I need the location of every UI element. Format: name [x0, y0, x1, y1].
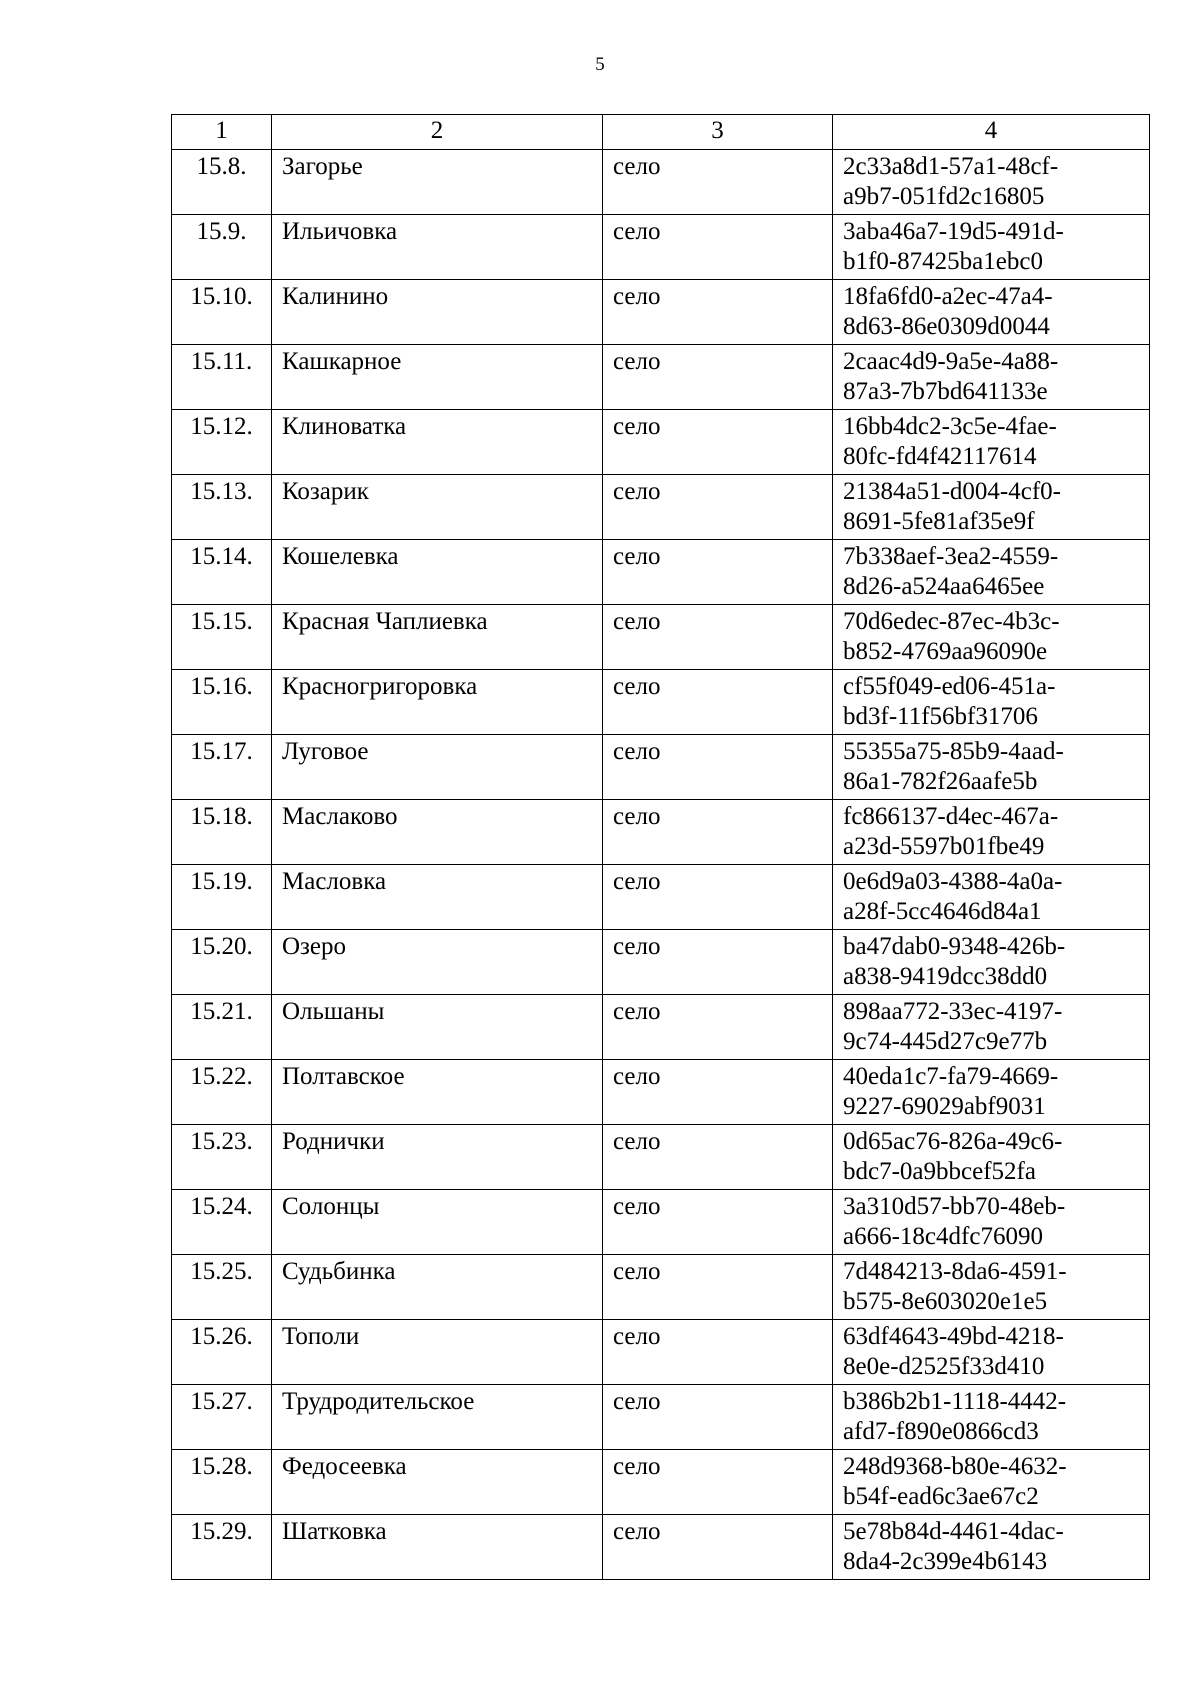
table-row	[172, 280, 1150, 345]
guid-cell	[833, 1320, 1150, 1385]
settlement-type-cell: село	[603, 215, 833, 280]
settlement-name-cell: Солонцы	[272, 1190, 603, 1255]
settlement-type-cell: село	[603, 1515, 833, 1580]
settlement-name-cell: Маслаково	[272, 800, 603, 865]
row-number-cell: 15.26.	[172, 1320, 272, 1385]
settlement-name-cell: Козарик	[272, 475, 603, 540]
row-number-cell: 15.8.	[172, 150, 272, 215]
guid-cell	[833, 1255, 1150, 1320]
table-row	[172, 865, 1150, 930]
guid-line-1: 3aba46a7-19d5-491d-	[843, 218, 1064, 245]
row-number-cell: 15.16.	[172, 670, 272, 735]
row-number-cell: 15.21.	[172, 995, 272, 1060]
settlement-name-cell: Клиноватка	[272, 410, 603, 475]
guid-line-2: a9b7-051fd2c16805	[843, 183, 1045, 210]
column-header: 2	[272, 115, 603, 150]
guid-cell	[833, 1450, 1150, 1515]
guid-line-2: a666-18c4dfc76090	[843, 1223, 1043, 1250]
table-row	[172, 1320, 1150, 1385]
guid-line-1: fc866137-d4ec-467a-	[843, 803, 1059, 830]
guid-line-2: a838-9419dcc38dd0	[843, 963, 1048, 990]
guid-cell	[833, 1190, 1150, 1255]
guid-line-2: bd3f-11f56bf31706	[843, 703, 1038, 730]
table-row	[172, 215, 1150, 280]
table-row	[172, 1255, 1150, 1320]
settlement-name-cell: Ильичовка	[272, 215, 603, 280]
guid-cell	[833, 1125, 1150, 1190]
settlement-type-cell: село	[603, 150, 833, 215]
guid-line-1: b386b2b1-1118-4442-	[843, 1388, 1067, 1415]
settlement-name-cell: Загорье	[272, 150, 603, 215]
row-number-cell: 15.22.	[172, 1060, 272, 1125]
settlement-type-cell: село	[603, 410, 833, 475]
row-number-cell: 15.17.	[172, 735, 272, 800]
guid-line-1: 18fa6fd0-a2ec-47a4-	[843, 283, 1053, 310]
guid-line-1: 55355a75-85b9-4aad-	[843, 738, 1064, 765]
row-number-cell: 15.10.	[172, 280, 272, 345]
table-row	[172, 1515, 1150, 1580]
table-row	[172, 930, 1150, 995]
guid-line-1: 21384a51-d004-4cf0-	[843, 478, 1061, 505]
guid-line-1: cf55f049-ed06-451a-	[843, 673, 1056, 700]
table-row	[172, 540, 1150, 605]
guid-cell	[833, 410, 1150, 475]
settlement-type-cell: село	[603, 475, 833, 540]
settlements-table	[171, 114, 1150, 1580]
settlement-type-cell: село	[603, 1125, 833, 1190]
table-row	[172, 605, 1150, 670]
settlement-name-cell: Калинино	[272, 280, 603, 345]
settlement-type-cell: село	[603, 670, 833, 735]
guid-line-2: 8e0e-d2525f33d410	[843, 1353, 1045, 1380]
settlement-type-cell: село	[603, 1450, 833, 1515]
settlement-type-cell: село	[603, 605, 833, 670]
settlement-type-cell: село	[603, 1060, 833, 1125]
guid-line-1: 2caac4d9-9a5e-4a88-	[843, 348, 1059, 375]
guid-cell	[833, 800, 1150, 865]
guid-line-1: 3a310d57-bb70-48eb-	[843, 1193, 1066, 1220]
column-header: 4	[833, 115, 1150, 150]
settlement-name-cell: Красногригоровка	[272, 670, 603, 735]
guid-line-2: afd7-f890e0866cd3	[843, 1418, 1039, 1445]
guid-line-1: 898aa772-33ec-4197-	[843, 998, 1063, 1025]
row-number-cell: 15.28.	[172, 1450, 272, 1515]
settlement-type-cell: село	[603, 1255, 833, 1320]
guid-line-1: 7d484213-8da6-4591-	[843, 1258, 1067, 1285]
table-row	[172, 1125, 1150, 1190]
table-row	[172, 670, 1150, 735]
guid-line-2: a23d-5597b01fbe49	[843, 833, 1045, 860]
table-row	[172, 150, 1150, 215]
table-row	[172, 410, 1150, 475]
guid-line-1: 70d6edec-87ec-4b3c-	[843, 608, 1060, 635]
guid-cell	[833, 215, 1150, 280]
settlement-type-cell: село	[603, 1320, 833, 1385]
settlement-type-cell: село	[603, 735, 833, 800]
guid-line-2: b1f0-87425ba1ebc0	[843, 248, 1043, 275]
guid-cell	[833, 1060, 1150, 1125]
settlement-name-cell: Кошелевка	[272, 540, 603, 605]
row-number-cell: 15.13.	[172, 475, 272, 540]
guid-cell	[833, 670, 1150, 735]
guid-line-2: 8d63-86e0309d0044	[843, 313, 1050, 340]
guid-cell	[833, 150, 1150, 215]
row-number-cell: 15.20.	[172, 930, 272, 995]
settlement-type-cell: село	[603, 1190, 833, 1255]
guid-line-1: 63df4643-49bd-4218-	[843, 1323, 1064, 1350]
table-row	[172, 1060, 1150, 1125]
table-row	[172, 1190, 1150, 1255]
row-number-cell: 15.15.	[172, 605, 272, 670]
guid-line-1: 7b338aef-3ea2-4559-	[843, 543, 1059, 570]
guid-line-1: 5e78b84d-4461-4dac-	[843, 1518, 1064, 1545]
row-number-cell: 15.29.	[172, 1515, 272, 1580]
guid-cell	[833, 735, 1150, 800]
table-row	[172, 1450, 1150, 1515]
table-row	[172, 995, 1150, 1060]
guid-line-2: 8691-5fe81af35e9f	[843, 508, 1035, 535]
page-number: 5	[595, 54, 605, 75]
guid-line-1: 248d9368-b80e-4632-	[843, 1453, 1067, 1480]
guid-line-2: b852-4769aa96090e	[843, 638, 1048, 665]
guid-line-1: 40eda1c7-fa79-4669-	[843, 1063, 1059, 1090]
guid-cell	[833, 995, 1150, 1060]
settlement-type-cell: село	[603, 345, 833, 410]
guid-cell	[833, 930, 1150, 995]
settlement-name-cell: Роднички	[272, 1125, 603, 1190]
guid-line-2: 8d26-a524aa6465ee	[843, 573, 1045, 600]
settlement-name-cell: Масловка	[272, 865, 603, 930]
guid-line-1: 2c33a8d1-57a1-48cf-	[843, 153, 1059, 180]
settlement-name-cell: Полтавское	[272, 1060, 603, 1125]
guid-line-2: 9c74-445d27c9e77b	[843, 1028, 1048, 1055]
table-row	[172, 800, 1150, 865]
settlement-name-cell: Шатковка	[272, 1515, 603, 1580]
settlement-type-cell: село	[603, 865, 833, 930]
settlement-name-cell: Луговое	[272, 735, 603, 800]
guid-line-1: 0e6d9a03-4388-4a0a-	[843, 868, 1063, 895]
settlement-type-cell: село	[603, 540, 833, 605]
guid-line-2: 87a3-7b7bd641133e	[843, 378, 1048, 405]
guid-line-2: bdc7-0a9bbcef52fa	[843, 1158, 1036, 1185]
settlement-type-cell: село	[603, 995, 833, 1060]
guid-cell	[833, 475, 1150, 540]
row-number-cell: 15.24.	[172, 1190, 272, 1255]
guid-line-2: 86a1-782f26aafe5b	[843, 768, 1038, 795]
settlement-type-cell: село	[603, 1385, 833, 1450]
guid-cell	[833, 345, 1150, 410]
row-number-cell: 15.9.	[172, 215, 272, 280]
row-number-cell: 15.23.	[172, 1125, 272, 1190]
guid-cell	[833, 280, 1150, 345]
row-number-cell: 15.11.	[172, 345, 272, 410]
table-header-row	[172, 115, 1150, 150]
guid-line-2: b54f-ead6c3ae67c2	[843, 1483, 1039, 1510]
guid-cell	[833, 1515, 1150, 1580]
settlement-type-cell: село	[603, 800, 833, 865]
settlement-name-cell: Озеро	[272, 930, 603, 995]
row-number-cell: 15.25.	[172, 1255, 272, 1320]
table-row	[172, 345, 1150, 410]
table-body	[172, 115, 1150, 1580]
settlement-type-cell: село	[603, 280, 833, 345]
table-row	[172, 475, 1150, 540]
settlement-name-cell: Кашкарное	[272, 345, 603, 410]
guid-cell	[833, 540, 1150, 605]
guid-line-2: 9227-69029abf9031	[843, 1093, 1046, 1120]
guid-line-1: 16bb4dc2-3c5e-4fae-	[843, 413, 1057, 440]
table-row	[172, 735, 1150, 800]
settlement-name-cell: Трудродительское	[272, 1385, 603, 1450]
settlement-type-cell: село	[603, 930, 833, 995]
guid-line-2: 8da4-2c399e4b6143	[843, 1548, 1048, 1575]
settlement-name-cell: Судьбинка	[272, 1255, 603, 1320]
row-number-cell: 15.18.	[172, 800, 272, 865]
guid-line-2: 80fc-fd4f42117614	[843, 443, 1037, 470]
settlement-name-cell: Тополи	[272, 1320, 603, 1385]
column-header: 1	[172, 115, 272, 150]
guid-line-1: ba47dab0-9348-426b-	[843, 933, 1066, 960]
guid-line-2: a28f-5cc4646d84a1	[843, 898, 1042, 925]
settlement-name-cell: Красная Чаплиевка	[272, 605, 603, 670]
guid-line-1: 0d65ac76-826a-49c6-	[843, 1128, 1063, 1155]
row-number-cell: 15.14.	[172, 540, 272, 605]
settlement-name-cell: Ольшаны	[272, 995, 603, 1060]
guid-cell	[833, 605, 1150, 670]
guid-cell	[833, 865, 1150, 930]
settlement-name-cell: Федосеевка	[272, 1450, 603, 1515]
row-number-cell: 15.12.	[172, 410, 272, 475]
guid-cell	[833, 1385, 1150, 1450]
row-number-cell: 15.27.	[172, 1385, 272, 1450]
row-number-cell: 15.19.	[172, 865, 272, 930]
column-header: 3	[603, 115, 833, 150]
table-row	[172, 1385, 1150, 1450]
guid-line-2: b575-8e603020e1e5	[843, 1288, 1048, 1315]
